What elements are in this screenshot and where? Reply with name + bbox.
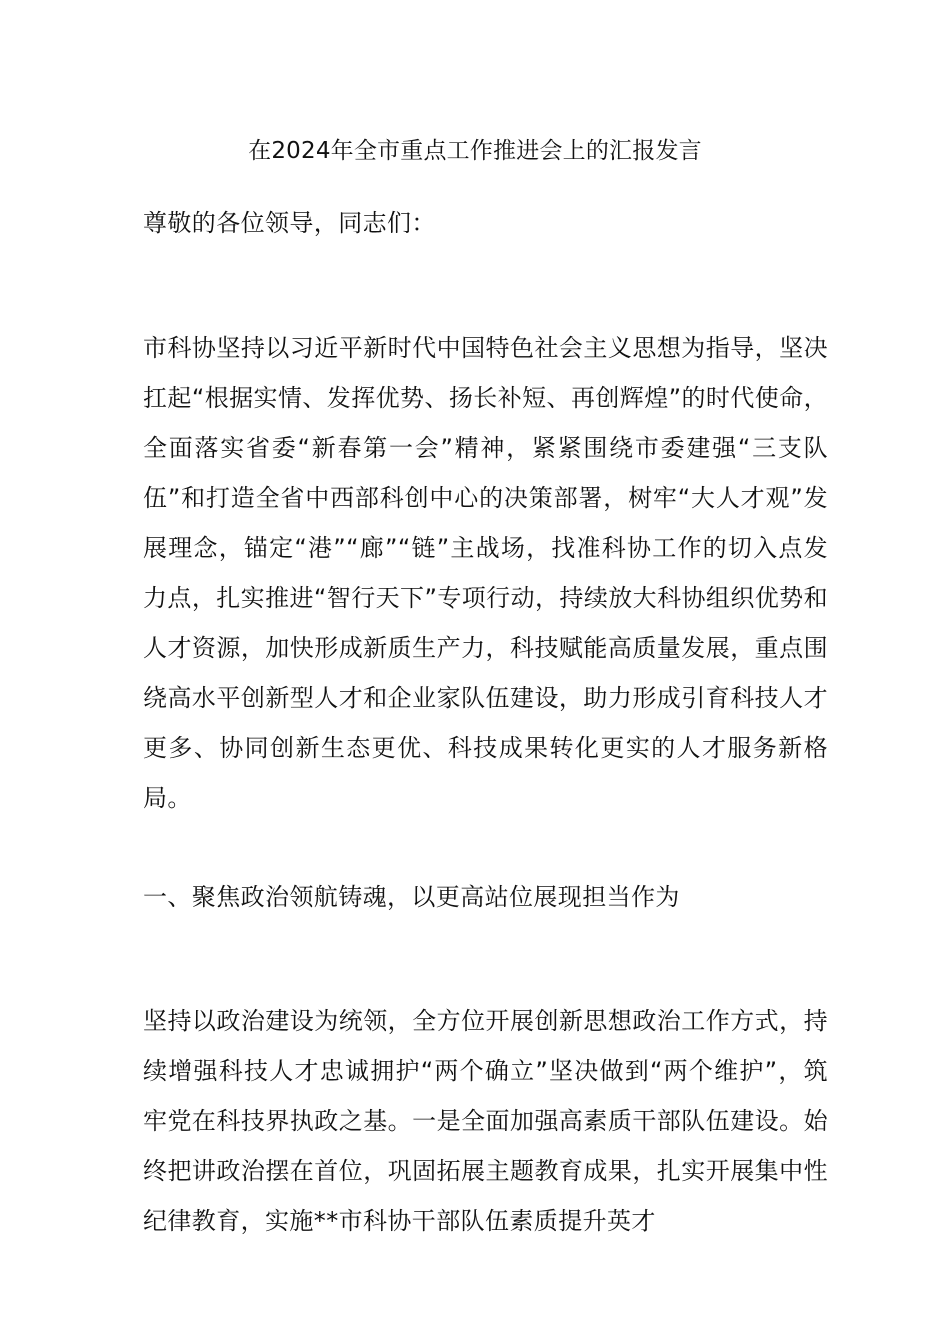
section-1-paragraph: 坚持以政治建设为统领，全方位开展创新思想政治工作方式，持续增强科技人才忠诚拥护“两个确立”坚决做到“两个维护”，筑牢党在科技界执政之基。一是全面加强高素质干部队伍建设。始终把讲政治摆在首位，巩固拓展主题教育成果，扎实开展集中性纪律教育，实施**市科协干部队伍素质提升英才 (143, 1007, 828, 1235)
document-title: 在2024年全市重点工作推进会上的汇报发言 (248, 138, 702, 164)
salutation: 尊敬的各位领导，同志们： (143, 209, 436, 237)
section-heading-1: 一、聚焦政治领航铸魂，以更高站位展现担当作为 (143, 883, 680, 911)
intro-paragraph: 市科协坚持以习近平新时代中国特色社会主义思想为指导，坚决扛起“根据实情、发挥优势、扬长补短、再创辉煌”的时代使命，全面落实省委“新春第一会”精神，紧紧围绕市委建强“三支队伍”和打造全省中西部科创中心的决策部署，树牢“大人才观”发展理念，锚定“港”“廊”“链”主战场，找准科协工作的切入点发力点，扎实推进“智行天下”专项行动，持续放大科协组织优势和人才资源，加快形成新质生产力，科技赋能高质量发展，重点围绕高水平创新型人才和企业家队伍建设，助力形成引育科技人才更多、协同创新生态更优、科技成果转化更实的人才服务新格局。 (143, 334, 828, 812)
